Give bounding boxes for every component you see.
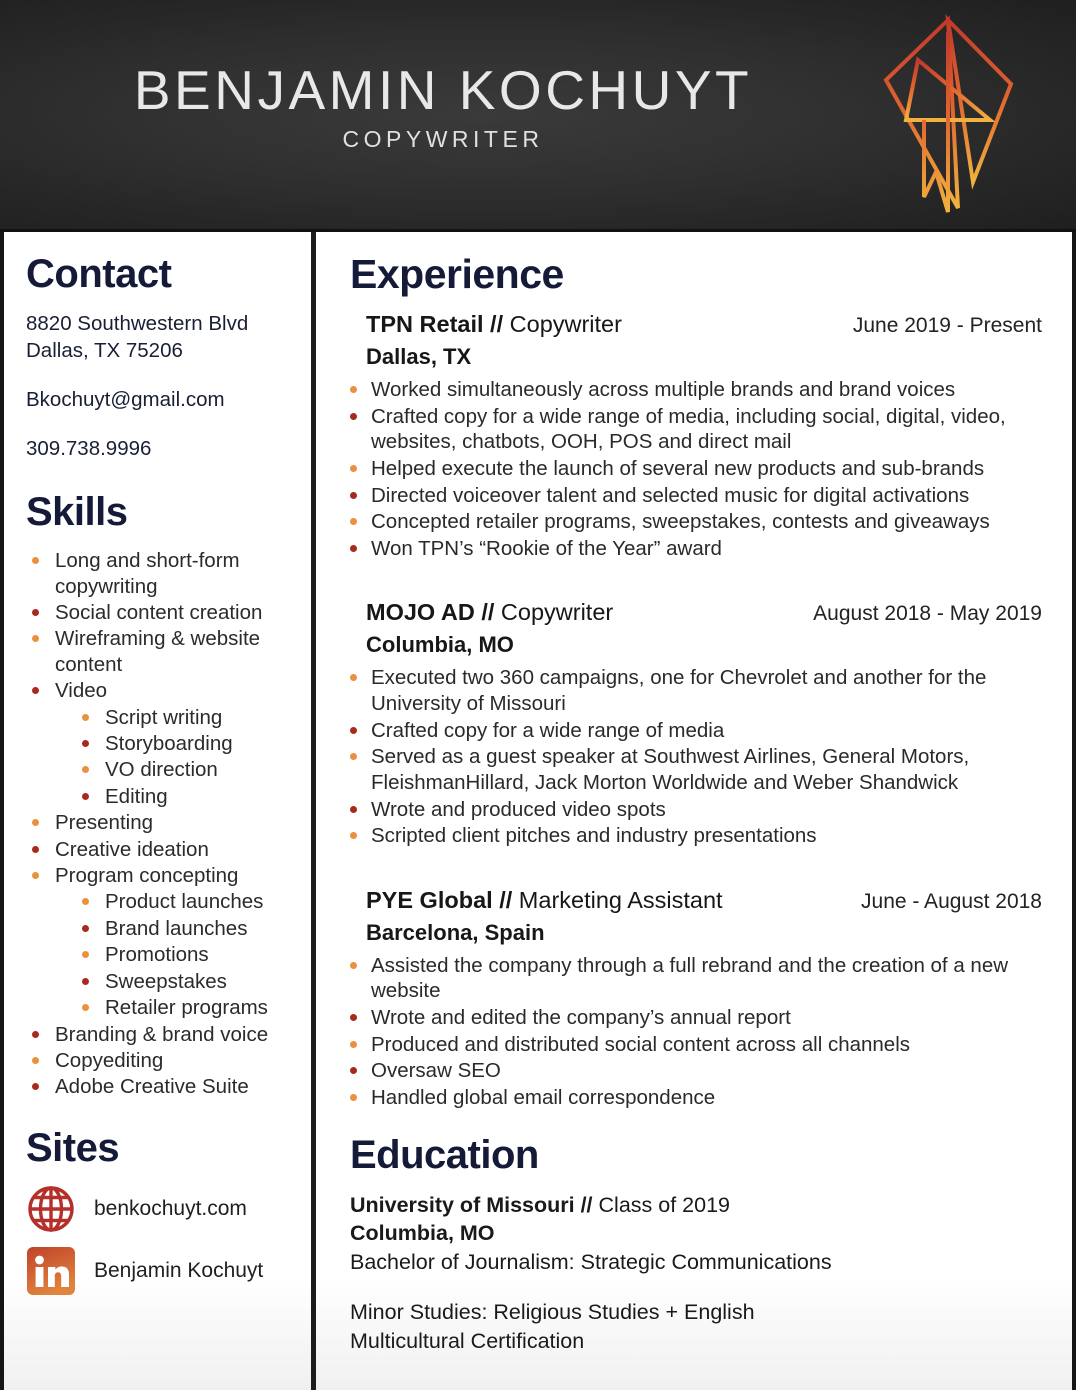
- education-section: [350, 1132, 1042, 1356]
- company-name: PYE Global //: [366, 886, 513, 913]
- linkedin-icon: [26, 1246, 76, 1296]
- education-school-line: [350, 1191, 1042, 1220]
- job-bullet-text: Won TPN’s “Rookie of the Year” award: [371, 536, 722, 560]
- bullet-dot-icon: [350, 727, 357, 734]
- bullet-dot-icon: [350, 1041, 357, 1048]
- bullet-dot-icon: [350, 1067, 357, 1074]
- skill-label: Sweepstakes: [105, 969, 227, 993]
- job-bullet-item: [350, 744, 1042, 795]
- education-heading: Education: [350, 1132, 539, 1177]
- site-label: Benjamin Kochuyt: [94, 1258, 264, 1282]
- skill-label: Wireframing & website content: [55, 627, 261, 676]
- skill-item: [26, 916, 293, 941]
- bullet-dot-icon: [82, 1004, 89, 1011]
- bullet-dot-icon: [32, 1083, 39, 1090]
- skill-item: [26, 995, 293, 1020]
- spacer: [350, 1276, 1042, 1298]
- job-bullet-item: [350, 377, 1042, 403]
- spacer: [350, 857, 1042, 887]
- bullet-dot-icon: [32, 1057, 39, 1064]
- sites-section: [26, 1125, 293, 1296]
- job-bullet-item: [350, 536, 1042, 562]
- experience-entry: [350, 599, 1042, 848]
- phone-number[interactable]: 309.738.9996: [26, 437, 152, 461]
- job-bullet-item: [350, 953, 1042, 1004]
- site-link-row[interactable]: [26, 1246, 293, 1296]
- skill-item: [26, 705, 293, 730]
- job-bullet-text: Concepted retailer programs, sweepstakes, contests and giveaways: [371, 510, 990, 534]
- header-title-block: [0, 59, 886, 153]
- experience-entry-header: [350, 599, 1042, 626]
- skill-label: Brand launches: [105, 916, 248, 940]
- bullet-dot-icon: [32, 872, 39, 879]
- experience-list: [350, 311, 1042, 1111]
- job-bullet-item: [350, 1005, 1042, 1031]
- job-bullet-item: [350, 1085, 1042, 1111]
- job-bullet-text: Scripted client pitches and industry presentations: [371, 824, 817, 848]
- job-location: Barcelona, Spain: [366, 919, 545, 945]
- resume-header: [0, 0, 1076, 232]
- bullet-dot-icon: [32, 1031, 39, 1038]
- skill-item: [26, 863, 293, 888]
- bullet-dot-icon: [350, 386, 357, 393]
- job-bullet-item: [350, 665, 1042, 716]
- education-certification: Multicultural Certification: [350, 1328, 585, 1353]
- bullet-dot-icon: [350, 1014, 357, 1021]
- skill-item: [26, 731, 293, 756]
- job-date-range: June - August 2018: [861, 889, 1042, 913]
- spacer: [26, 413, 293, 435]
- skill-label: Product launches: [105, 890, 264, 914]
- skill-item: [26, 837, 293, 862]
- bullet-dot-icon: [82, 925, 89, 932]
- job-bullet-item: [350, 456, 1042, 482]
- skill-label: Copyediting: [55, 1048, 164, 1072]
- job-title: [366, 599, 613, 626]
- skill-label: Editing: [105, 784, 168, 808]
- job-bullet-item: [350, 509, 1042, 535]
- bullet-dot-icon: [32, 635, 39, 642]
- email-link[interactable]: Bkochuyt@gmail.com: [26, 388, 225, 412]
- globe-icon: [26, 1184, 76, 1234]
- skill-label: Video: [55, 679, 108, 703]
- skill-label: Long and short-form copywriting: [55, 549, 240, 598]
- main-column: [316, 232, 1076, 1390]
- job-bullet-item: [350, 1032, 1042, 1058]
- contact-heading: Contact: [26, 252, 172, 296]
- education-school: University of Missouri //: [350, 1192, 593, 1217]
- site-label: benkochuyt.com: [94, 1196, 247, 1220]
- company-name: TPN Retail //: [366, 311, 504, 337]
- job-bullet-text: Served as a guest speaker at Southwest Airlines, General Motors, FleishmanHillard, Jack Morton Worldwide and Weber Shandwick: [371, 745, 970, 794]
- experience-entry: [350, 311, 1042, 561]
- bullet-dot-icon: [350, 832, 357, 839]
- job-bullet-item: [350, 718, 1042, 744]
- page-title: BENJAMIN KOCHUYT: [133, 59, 753, 121]
- education-class: Class of 2019: [598, 1192, 730, 1217]
- bullet-dot-icon: [350, 1094, 357, 1101]
- address-line-2: Dallas, TX 75206: [26, 339, 183, 363]
- education-location: [350, 1219, 1042, 1248]
- bullet-dot-icon: [32, 609, 39, 616]
- job-position: Copywriter: [503, 311, 622, 337]
- education-degree: Bachelor of Journalism: Strategic Communications: [350, 1249, 832, 1274]
- skill-item: [26, 810, 293, 835]
- job-bullet-text: Crafted copy for a wide range of media: [371, 718, 725, 742]
- job-bullet-text: Handled global email correspondence: [371, 1085, 716, 1109]
- job-bullet-text: Executed two 360 campaigns, one for Chevrolet and another for the University of Missouri: [371, 666, 987, 715]
- skill-item: [26, 1022, 293, 1047]
- skill-label: Storyboarding: [105, 732, 233, 756]
- job-date-range: August 2018 - May 2019: [813, 602, 1042, 626]
- job-position: Copywriter: [494, 599, 614, 626]
- job-bullet-text: Assisted the company through a full rebrand and the creation of a new website: [371, 953, 1009, 1003]
- sidebar-column: [0, 232, 316, 1390]
- job-title: [366, 311, 622, 338]
- bullet-dot-icon: [350, 518, 357, 525]
- contact-block: [26, 310, 293, 462]
- skill-item: [26, 1074, 293, 1099]
- bullet-dot-icon: [350, 753, 357, 760]
- job-bullet-text: Wrote and produced video spots: [371, 797, 666, 821]
- bullet-dot-icon: [82, 740, 89, 747]
- education-minor: Minor Studies: Religious Studies + English: [350, 1300, 755, 1325]
- geometric-kite-logo-icon: [878, 12, 1018, 222]
- skill-item: [26, 889, 293, 914]
- spacer: [26, 364, 293, 386]
- job-date-range: June 2019 - Present: [852, 314, 1042, 337]
- skill-label: VO direction: [105, 758, 218, 782]
- bullet-dot-icon: [82, 978, 89, 985]
- skill-item: [26, 548, 293, 599]
- job-location: Dallas, TX: [366, 344, 472, 369]
- job-position: Marketing Assistant: [512, 886, 723, 913]
- bullet-dot-icon: [350, 806, 357, 813]
- bullet-dot-icon: [32, 687, 39, 694]
- experience-entry: [350, 887, 1042, 1111]
- skill-label: Creative ideation: [55, 837, 209, 861]
- bullet-dot-icon: [82, 793, 89, 800]
- skills-list: [26, 548, 293, 1100]
- experience-entry-header: [350, 887, 1042, 914]
- job-bullet-item: [350, 797, 1042, 823]
- skill-item: [26, 969, 293, 994]
- job-title: [366, 887, 723, 914]
- bullet-dot-icon: [82, 951, 89, 958]
- job-bullet-list: [350, 665, 1042, 848]
- skill-item: [26, 626, 293, 677]
- job-role-subtitle: COPYWRITER: [342, 125, 544, 152]
- skill-label: Presenting: [55, 811, 154, 835]
- skill-label: Program concepting: [55, 864, 239, 888]
- job-bullet-list: [350, 377, 1042, 561]
- skill-label: Promotions: [105, 943, 209, 967]
- skill-item: [26, 784, 293, 809]
- skills-heading: Skills: [26, 490, 128, 535]
- skill-item: [26, 678, 293, 703]
- skill-item: [26, 1048, 293, 1073]
- resume-body: [0, 232, 1076, 1390]
- job-bullet-text: Worked simultaneously across multiple brands and brand voices: [371, 378, 956, 401]
- skill-label: Adobe Creative Suite: [55, 1075, 249, 1099]
- skill-item: [26, 757, 293, 782]
- spacer: [350, 569, 1042, 599]
- skill-label: Retailer programs: [105, 996, 268, 1020]
- skill-item: [26, 942, 293, 967]
- job-bullet-text: Helped execute the launch of several new products and sub-brands: [371, 456, 985, 480]
- job-bullet-item: [350, 1058, 1042, 1084]
- bullet-dot-icon: [32, 819, 39, 826]
- bullet-dot-icon: [350, 962, 357, 969]
- bullet-dot-icon: [32, 846, 39, 853]
- bullet-dot-icon: [82, 714, 89, 721]
- job-bullet-text: Crafted copy for a wide range of media, including social, digital, video, websites, chatbots, OOH, POS and direct mail: [371, 404, 1006, 454]
- bullet-dot-icon: [350, 492, 357, 499]
- sites-list: [26, 1184, 293, 1296]
- skill-label: Script writing: [105, 705, 223, 729]
- job-bullet-text: Wrote and edited the company’s annual report: [371, 1006, 791, 1029]
- job-location: Columbia, MO: [366, 632, 514, 658]
- skill-item: [26, 600, 293, 625]
- address-line-1: 8820 Southwestern Blvd: [26, 312, 249, 335]
- site-link-row[interactable]: [26, 1184, 293, 1234]
- education-location-text: Columbia, MO: [350, 1221, 495, 1246]
- bullet-dot-icon: [350, 545, 357, 552]
- job-bullet-text: Oversaw SEO: [371, 1059, 501, 1083]
- job-bullet-item: [350, 823, 1042, 849]
- skill-label: Social content creation: [55, 601, 263, 624]
- bullet-dot-icon: [82, 766, 89, 773]
- bullet-dot-icon: [32, 557, 39, 564]
- sites-heading: Sites: [26, 1125, 120, 1170]
- job-bullet-list: [350, 953, 1042, 1111]
- experience-entry-header: [350, 311, 1042, 338]
- bullet-dot-icon: [350, 465, 357, 472]
- job-bullet-text: Produced and distributed social content across all channels: [371, 1032, 911, 1056]
- bullet-dot-icon: [350, 674, 357, 681]
- skill-label: Branding & brand voice: [55, 1022, 269, 1046]
- experience-heading: Experience: [350, 251, 564, 297]
- bullet-dot-icon: [350, 413, 357, 420]
- job-bullet-item: [350, 404, 1042, 455]
- job-bullet-item: [350, 483, 1042, 509]
- company-name: MOJO AD //: [366, 599, 495, 626]
- job-bullet-text: Directed voiceover talent and selected music for digital activations: [371, 483, 970, 507]
- bullet-dot-icon: [82, 898, 89, 905]
